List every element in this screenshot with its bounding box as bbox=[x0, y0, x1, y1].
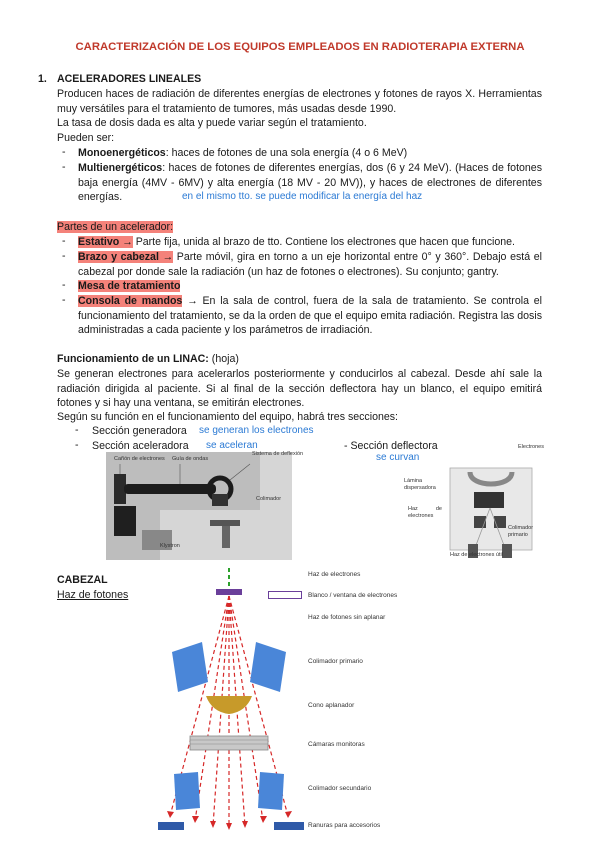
waveguide bbox=[124, 484, 216, 494]
scattering-foil-block bbox=[474, 492, 504, 508]
linac-paragraph: Se generan electrones para acelerarlos posteriormente y conducirlos al cabezal. Desde ahí sale la radiación dirigida al paciente. Si al final de la sección deflectora hay un blanco, el equipo emitirá fotones y si hay una ventana, se emitirán electrones. bbox=[57, 368, 542, 409]
section-generator: Sección generadora bbox=[92, 425, 187, 437]
linac-heading-note: (hoja) bbox=[208, 353, 239, 365]
bullet-dash: - bbox=[62, 235, 66, 247]
primary-collimator-left bbox=[474, 516, 486, 528]
klystron-box bbox=[114, 506, 136, 536]
accessory-slot-legend bbox=[276, 822, 304, 830]
label-electron-gun: Cañón de electrones bbox=[114, 456, 165, 462]
accessory-slot-left bbox=[158, 822, 184, 830]
table-leg bbox=[222, 526, 230, 548]
secondary-collimator-right bbox=[258, 772, 284, 810]
primary-collimator-right bbox=[494, 516, 506, 528]
arrowhead bbox=[167, 811, 174, 818]
linac-diagram bbox=[100, 450, 300, 566]
intro-paragraph: Producen haces de radiación de diferentes energías de electrones y fotones de rayos X. Herramientas muy versátiles para el tratamiento de tumores, más usadas desde 1990. bbox=[57, 88, 542, 115]
linac-heading bbox=[57, 352, 239, 367]
can-be-text: Pueden ser: bbox=[57, 132, 115, 144]
page-title: CARACTERIZACIÓN DE LOS EQUIPOS EMPLEADOS EN RADIOTERAPIA EXTERNA bbox=[75, 41, 525, 53]
bullet-dash: - bbox=[62, 146, 66, 158]
label-klystron: Klystron bbox=[160, 543, 180, 549]
primary-collimator-right bbox=[250, 642, 286, 692]
label-target-window: Blanco / ventana de electrones bbox=[308, 592, 398, 599]
flattening-filter bbox=[206, 696, 252, 714]
part-text: → En la sala de control, fuera de la sala de tratamiento. Se controla el funcionamiento del tratamiento, se da la orden de que el equipo emita radiación. Registra las dosis administradas a cada paciente y los parámetros de irradiación. bbox=[78, 295, 542, 336]
label-electron-beam: Haz de electrones bbox=[408, 506, 442, 519]
dose-text: La tasa de dosis dada es alta y puede variar según el tratamiento. bbox=[57, 117, 367, 129]
arrowhead bbox=[285, 811, 292, 818]
target-window-box bbox=[268, 591, 302, 599]
cabezal-heading: CABEZAL bbox=[57, 574, 108, 586]
target-block bbox=[216, 589, 242, 595]
section-accelerator-note: se aceleran bbox=[206, 440, 258, 451]
part-term: Estativo → bbox=[78, 236, 133, 248]
label-primary-collimator: Colimador primario bbox=[308, 658, 363, 665]
label-deflection: Sistema de deflexión bbox=[252, 451, 304, 457]
multi-text: : haces de fotones de diferentes energías, dos (6 y 24 MeV). (Haces de fotones baja energía (4MV - 6MV) y alta energía (18 MV - 20 MV)), y haces de electrones de diferentes energías. bbox=[78, 162, 542, 203]
multi-note: en el mismo tto. se puede modificar la energía del haz bbox=[182, 191, 423, 202]
label-accessory-slots: Ranuras para accesorios bbox=[308, 822, 381, 829]
secondary-jaw-right bbox=[502, 544, 512, 558]
mono-item bbox=[78, 146, 407, 161]
section-deflector: - Sección deflectora bbox=[344, 440, 438, 452]
part-item bbox=[78, 235, 515, 250]
part-text: Parte móvil, gira en torno a un eje horizontal entre 0° y 360°. Debajo está el cabezal por donde sale la radiación (un haz de fotones o electrones). Su conjunto; gantry. bbox=[78, 251, 542, 278]
bullet-dash: - bbox=[75, 439, 79, 451]
part-item bbox=[78, 250, 542, 279]
primary-collimator-left bbox=[172, 642, 208, 692]
multi-term: Multienergéticos bbox=[78, 162, 163, 174]
mono-term: Monoenergéticos bbox=[78, 147, 166, 159]
section-generator-note: se generan los electrones bbox=[199, 425, 314, 436]
arrowhead bbox=[242, 821, 248, 828]
label-secondary-collimator: Colimador secundario bbox=[308, 785, 372, 792]
bullet-dash: - bbox=[62, 279, 66, 291]
bullet-dash: - bbox=[62, 161, 66, 173]
arrowhead bbox=[192, 816, 199, 823]
label-electron-beam: Haz de electrones bbox=[308, 571, 361, 578]
part-term: Mesa de tratamiento bbox=[78, 280, 181, 292]
part-item bbox=[78, 279, 180, 294]
section-heading: ACELERADORES LINEALES bbox=[57, 73, 202, 85]
label-foil: Lámina dispersadora bbox=[404, 478, 436, 491]
parts-heading bbox=[57, 220, 173, 235]
label-electrons: Electrones bbox=[518, 444, 544, 450]
cabezal-subheading: Haz de fotones bbox=[57, 589, 129, 601]
label-flattening-cone: Cono aplanador bbox=[308, 702, 355, 709]
label-collimator: Colimador bbox=[256, 496, 282, 502]
linac-heading-text: Funcionamiento de un LINAC: bbox=[57, 353, 209, 365]
part-item bbox=[78, 294, 542, 338]
bullet-dash: - bbox=[75, 424, 79, 436]
linac-sections-intro: Según su función en el funcionamiento del equipo, habrá tres secciones: bbox=[57, 411, 398, 423]
section-deflector-note: se curvan bbox=[376, 452, 420, 463]
monitor-chambers bbox=[190, 736, 268, 750]
label-useful-beam: Haz de electrones útil bbox=[450, 552, 503, 558]
label-unflattened-beam: Haz de fotones sin aplanar bbox=[308, 614, 386, 621]
arrowhead bbox=[226, 823, 232, 830]
parts-heading-text: Partes de un acelerador: bbox=[57, 221, 174, 233]
section-number: 1. bbox=[38, 73, 47, 85]
label-primary-collimator: Colimador primario bbox=[508, 525, 534, 538]
bullet-dash: - bbox=[62, 250, 66, 262]
photon-beam-diagram bbox=[150, 566, 300, 844]
arrowhead bbox=[210, 821, 216, 828]
label-waveguide: Guía de ondas bbox=[172, 456, 209, 462]
bullet-dash: - bbox=[62, 294, 66, 306]
part-term: Brazo y cabezal → bbox=[78, 251, 174, 263]
arrowhead bbox=[260, 816, 267, 823]
table-top bbox=[210, 520, 240, 526]
secondary-collimator-left bbox=[174, 772, 200, 810]
part-text: Parte fija, unida al brazo de tto. Contiene los electrones que hacen que funcione. bbox=[132, 236, 515, 248]
label-monitor-chambers: Cámaras monitoras bbox=[308, 741, 365, 748]
part-term: Consola de mandos bbox=[78, 295, 183, 307]
mono-text: : haces de fotones de una sola energía (4 o 6 MeV) bbox=[165, 147, 408, 159]
section-accelerator: Sección aceleradora bbox=[92, 440, 189, 452]
head-block bbox=[212, 494, 228, 506]
